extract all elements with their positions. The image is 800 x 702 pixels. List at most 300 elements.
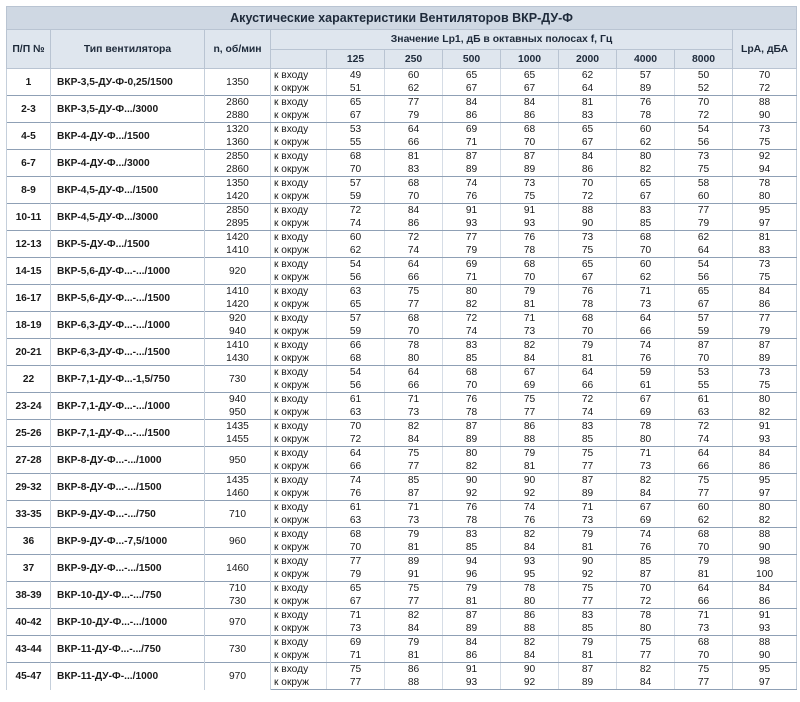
rpm-value: 2860 <box>205 163 271 177</box>
octave-value: 92 <box>559 568 617 582</box>
lpa-value: 97 <box>733 217 797 231</box>
side-label: к окруж <box>271 568 327 582</box>
fan-type: ВКР-8-ДУ-Ф...-.../1500 <box>51 474 205 501</box>
rpm-value: 1455 <box>205 433 271 447</box>
octave-value: 77 <box>559 460 617 474</box>
header-rpm: n, об/мин <box>205 30 271 69</box>
octave-value: 67 <box>501 82 559 96</box>
octave-value: 53 <box>327 123 385 137</box>
octave-value: 79 <box>559 339 617 353</box>
octave-value: 70 <box>443 379 501 393</box>
octave-value: 93 <box>501 217 559 231</box>
octave-value: 70 <box>327 420 385 434</box>
fan-type: ВКР-5,6-ДУ-Ф...-.../1000 <box>51 258 205 285</box>
fan-type: ВКР-11-ДУ-Ф...-.../750 <box>51 636 205 663</box>
side-label: к окруж <box>271 649 327 663</box>
octave-value: 71 <box>675 609 733 623</box>
octave-value: 73 <box>617 298 675 312</box>
side-label: к входу <box>271 231 327 245</box>
table-row <box>7 312 797 326</box>
octave-value: 74 <box>559 406 617 420</box>
octave-value: 71 <box>385 501 443 515</box>
octave-value: 63 <box>327 285 385 299</box>
octave-value: 70 <box>675 649 733 663</box>
octave-value: 84 <box>443 96 501 110</box>
octave-value: 77 <box>675 204 733 218</box>
lpa-value: 86 <box>733 595 797 609</box>
octave-value: 68 <box>443 366 501 380</box>
lpa-value: 91 <box>733 609 797 623</box>
header-lpa: LpA, дБА <box>733 30 797 69</box>
octave-value: 76 <box>617 96 675 110</box>
octave-value: 81 <box>385 541 443 555</box>
octave-value: 86 <box>501 420 559 434</box>
lpa-value: 90 <box>733 109 797 123</box>
octave-value: 71 <box>327 609 385 623</box>
octave-value: 51 <box>327 82 385 96</box>
octave-value: 92 <box>443 487 501 501</box>
octave-value: 85 <box>443 541 501 555</box>
octave-value: 62 <box>385 82 443 96</box>
octave-value: 83 <box>559 609 617 623</box>
row-number: 29-32 <box>7 474 51 501</box>
octave-value: 78 <box>443 514 501 528</box>
octave-value: 82 <box>617 663 675 677</box>
octave-value: 73 <box>385 406 443 420</box>
octave-value: 58 <box>675 177 733 191</box>
fan-type: ВКР-9-ДУ-Ф...-.../1500 <box>51 555 205 582</box>
table-row <box>7 231 797 245</box>
octave-value: 71 <box>385 393 443 407</box>
octave-value: 64 <box>675 244 733 258</box>
lpa-value: 90 <box>733 649 797 663</box>
octave-value: 66 <box>327 339 385 353</box>
row-number: 33-35 <box>7 501 51 528</box>
octave-value: 61 <box>327 393 385 407</box>
rpm-value: 920 <box>205 258 271 285</box>
octave-value: 70 <box>501 271 559 285</box>
octave-value: 86 <box>385 217 443 231</box>
octave-value: 72 <box>385 231 443 245</box>
octave-value: 56 <box>675 271 733 285</box>
octave-value: 75 <box>675 474 733 488</box>
header-num: П/П № <box>7 30 51 69</box>
octave-value: 92 <box>501 487 559 501</box>
octave-value: 64 <box>327 447 385 461</box>
fan-type: ВКР-10-ДУ-Ф...-.../750 <box>51 582 205 609</box>
octave-value: 69 <box>617 406 675 420</box>
side-label: к окруж <box>271 325 327 339</box>
lpa-value: 93 <box>733 622 797 636</box>
octave-value: 77 <box>675 676 733 690</box>
octave-value: 80 <box>385 352 443 366</box>
side-label: к окруж <box>271 352 327 366</box>
lpa-value: 80 <box>733 190 797 204</box>
octave-value: 63 <box>675 406 733 420</box>
octave-value: 74 <box>443 325 501 339</box>
lpa-value: 73 <box>733 258 797 272</box>
row-number: 38-39 <box>7 582 51 609</box>
rpm-value: 960 <box>205 528 271 555</box>
octave-value: 80 <box>617 433 675 447</box>
octave-value: 67 <box>559 136 617 150</box>
octave-value: 77 <box>559 595 617 609</box>
octave-value: 85 <box>617 555 675 569</box>
table-row <box>7 393 797 407</box>
lpa-value: 88 <box>733 96 797 110</box>
side-label: к входу <box>271 285 327 299</box>
rpm-value: 1420 <box>205 231 271 245</box>
octave-value: 61 <box>327 501 385 515</box>
octave-value: 84 <box>501 352 559 366</box>
lpa-value: 92 <box>733 150 797 164</box>
octave-value: 69 <box>443 123 501 137</box>
octave-value: 84 <box>385 622 443 636</box>
octave-value: 75 <box>501 190 559 204</box>
octave-value: 82 <box>443 298 501 312</box>
octave-value: 80 <box>443 285 501 299</box>
lpa-value: 84 <box>733 285 797 299</box>
rpm-value: 970 <box>205 663 271 690</box>
row-number: 40-42 <box>7 609 51 636</box>
octave-value: 64 <box>675 447 733 461</box>
octave-value: 71 <box>559 501 617 515</box>
fan-type: ВКР-3,5-ДУ-Ф.../3000 <box>51 96 205 123</box>
octave-value: 64 <box>617 312 675 326</box>
lpa-value: 91 <box>733 420 797 434</box>
octave-value: 84 <box>443 636 501 650</box>
side-label: к окруж <box>271 271 327 285</box>
rpm-value: 730 <box>205 366 271 393</box>
rpm-value: 970 <box>205 609 271 636</box>
octave-value: 80 <box>617 150 675 164</box>
octave-value: 56 <box>675 136 733 150</box>
side-label: к окруж <box>271 244 327 258</box>
lpa-value: 75 <box>733 379 797 393</box>
octave-value: 83 <box>617 204 675 218</box>
octave-value: 81 <box>385 649 443 663</box>
octave-value: 88 <box>501 433 559 447</box>
rpm-value: 2850 <box>205 150 271 164</box>
octave-value: 75 <box>385 582 443 596</box>
side-label: к входу <box>271 258 327 272</box>
rpm-value: 1460 <box>205 487 271 501</box>
octave-value: 78 <box>501 244 559 258</box>
octave-value: 90 <box>559 217 617 231</box>
side-label: к входу <box>271 474 327 488</box>
lpa-value: 75 <box>733 271 797 285</box>
header-freq: 8000 <box>675 50 733 69</box>
octave-value: 62 <box>617 136 675 150</box>
octave-value: 75 <box>559 582 617 596</box>
octave-value: 74 <box>617 339 675 353</box>
octave-value: 72 <box>675 420 733 434</box>
table-row <box>7 609 797 623</box>
octave-value: 72 <box>559 393 617 407</box>
octave-value: 94 <box>443 555 501 569</box>
octave-value: 60 <box>675 501 733 515</box>
octave-value: 70 <box>675 96 733 110</box>
octave-value: 81 <box>443 595 501 609</box>
fan-type: ВКР-7,1-ДУ-Ф...-.../1500 <box>51 420 205 447</box>
octave-value: 71 <box>327 649 385 663</box>
rpm-value: 1460 <box>205 555 271 582</box>
side-label: к окруж <box>271 676 327 690</box>
octave-value: 87 <box>559 474 617 488</box>
octave-value: 74 <box>501 501 559 515</box>
table-row <box>7 636 797 650</box>
row-number: 14-15 <box>7 258 51 285</box>
side-label: к окруж <box>271 622 327 636</box>
octave-value: 83 <box>385 163 443 177</box>
table-row <box>7 177 797 191</box>
lpa-value: 75 <box>733 136 797 150</box>
octave-value: 76 <box>443 393 501 407</box>
octave-value: 72 <box>675 109 733 123</box>
side-label: к входу <box>271 177 327 191</box>
lpa-value: 82 <box>733 514 797 528</box>
octave-value: 87 <box>443 150 501 164</box>
octave-value: 91 <box>443 663 501 677</box>
octave-value: 57 <box>617 69 675 83</box>
octave-value: 70 <box>327 163 385 177</box>
lpa-value: 88 <box>733 636 797 650</box>
octave-value: 68 <box>675 528 733 542</box>
row-number: 25-26 <box>7 420 51 447</box>
fan-type: ВКР-7,1-ДУ-Ф...-.../1000 <box>51 393 205 420</box>
octave-value: 79 <box>385 636 443 650</box>
octave-value: 75 <box>385 285 443 299</box>
octave-value: 75 <box>675 663 733 677</box>
header-type: Тип вентилятора <box>51 30 205 69</box>
octave-value: 67 <box>617 393 675 407</box>
octave-value: 60 <box>327 231 385 245</box>
octave-value: 86 <box>443 109 501 123</box>
octave-value: 76 <box>559 285 617 299</box>
octave-value: 67 <box>327 109 385 123</box>
table-row <box>7 663 797 677</box>
octave-value: 77 <box>385 96 443 110</box>
octave-value: 62 <box>327 244 385 258</box>
header-freq: 250 <box>385 50 443 69</box>
header-freq: 4000 <box>617 50 675 69</box>
side-label: к окруж <box>271 514 327 528</box>
fan-type: ВКР-9-ДУ-Ф...-7,5/1000 <box>51 528 205 555</box>
octave-value: 64 <box>675 582 733 596</box>
octave-value: 72 <box>327 433 385 447</box>
octave-value: 78 <box>559 298 617 312</box>
fan-type: ВКР-4,5-ДУ-Ф.../3000 <box>51 204 205 231</box>
lpa-value: 94 <box>733 163 797 177</box>
octave-value: 77 <box>443 231 501 245</box>
header-octave: Значение Lp1, дБ в октавных полосах f, Гц <box>271 30 733 50</box>
octave-value: 82 <box>443 460 501 474</box>
octave-value: 76 <box>617 352 675 366</box>
octave-value: 75 <box>501 393 559 407</box>
octave-value: 75 <box>675 163 733 177</box>
octave-value: 81 <box>501 298 559 312</box>
octave-value: 72 <box>617 595 675 609</box>
octave-value: 95 <box>501 568 559 582</box>
octave-value: 83 <box>443 339 501 353</box>
lpa-value: 90 <box>733 541 797 555</box>
octave-value: 77 <box>385 298 443 312</box>
octave-value: 87 <box>443 609 501 623</box>
octave-value: 66 <box>385 271 443 285</box>
octave-value: 77 <box>385 595 443 609</box>
octave-value: 73 <box>559 231 617 245</box>
row-number: 27-28 <box>7 447 51 474</box>
octave-value: 81 <box>675 568 733 582</box>
octave-value: 85 <box>385 474 443 488</box>
octave-value: 59 <box>327 325 385 339</box>
octave-value: 72 <box>443 312 501 326</box>
side-label: к окруж <box>271 379 327 393</box>
octave-value: 82 <box>617 474 675 488</box>
octave-value: 73 <box>501 325 559 339</box>
row-number: 45-47 <box>7 663 51 690</box>
octave-value: 68 <box>559 312 617 326</box>
fan-type: ВКР-4,5-ДУ-Ф.../1500 <box>51 177 205 204</box>
table-row <box>7 69 797 83</box>
octave-value: 66 <box>617 325 675 339</box>
side-label: к окруж <box>271 163 327 177</box>
side-label: к входу <box>271 150 327 164</box>
side-label: к входу <box>271 555 327 569</box>
side-label: к окруж <box>271 298 327 312</box>
octave-value: 65 <box>327 96 385 110</box>
octave-value: 52 <box>675 82 733 96</box>
octave-value: 69 <box>501 379 559 393</box>
side-label: к входу <box>271 420 327 434</box>
octave-value: 64 <box>385 366 443 380</box>
octave-value: 67 <box>617 501 675 515</box>
octave-value: 71 <box>443 271 501 285</box>
side-label: к входу <box>271 69 327 83</box>
octave-value: 57 <box>675 312 733 326</box>
octave-value: 93 <box>443 217 501 231</box>
octave-value: 62 <box>675 514 733 528</box>
octave-value: 75 <box>559 244 617 258</box>
lpa-value: 93 <box>733 433 797 447</box>
rpm-value: 1420 <box>205 190 271 204</box>
octave-value: 81 <box>559 96 617 110</box>
side-label: к входу <box>271 582 327 596</box>
octave-value: 76 <box>617 541 675 555</box>
octave-value: 60 <box>617 123 675 137</box>
octave-value: 75 <box>327 663 385 677</box>
side-label: к входу <box>271 96 327 110</box>
octave-value: 65 <box>559 258 617 272</box>
octave-value: 78 <box>385 339 443 353</box>
octave-value: 84 <box>501 541 559 555</box>
octave-value: 79 <box>675 555 733 569</box>
table-row <box>7 555 797 569</box>
octave-value: 79 <box>385 109 443 123</box>
table-row <box>7 474 797 488</box>
octave-value: 83 <box>443 528 501 542</box>
octave-value: 93 <box>501 555 559 569</box>
octave-value: 73 <box>617 460 675 474</box>
octave-value: 59 <box>617 366 675 380</box>
table-row <box>7 204 797 218</box>
octave-value: 78 <box>617 109 675 123</box>
octave-value: 79 <box>559 636 617 650</box>
row-number: 6-7 <box>7 150 51 177</box>
table-row <box>7 528 797 542</box>
lpa-value: 86 <box>733 460 797 474</box>
header-freq: 500 <box>443 50 501 69</box>
octave-value: 53 <box>675 366 733 380</box>
octave-value: 74 <box>617 528 675 542</box>
octave-value: 68 <box>675 636 733 650</box>
side-label: к входу <box>271 663 327 677</box>
octave-value: 65 <box>327 298 385 312</box>
octave-value: 54 <box>675 123 733 137</box>
octave-value: 67 <box>327 595 385 609</box>
octave-value: 76 <box>443 501 501 515</box>
octave-value: 65 <box>501 69 559 83</box>
lpa-value: 82 <box>733 406 797 420</box>
row-number: 10-11 <box>7 204 51 231</box>
fan-type: ВКР-11-ДУ-Ф-.../1000 <box>51 663 205 690</box>
octave-value: 60 <box>385 69 443 83</box>
octave-value: 91 <box>501 204 559 218</box>
octave-value: 77 <box>327 676 385 690</box>
octave-value: 83 <box>559 420 617 434</box>
octave-value: 73 <box>327 622 385 636</box>
octave-value: 86 <box>501 109 559 123</box>
octave-value: 71 <box>617 447 675 461</box>
octave-value: 66 <box>385 136 443 150</box>
octave-value: 68 <box>501 258 559 272</box>
octave-value: 67 <box>559 271 617 285</box>
rpm-value: 1435 <box>205 474 271 488</box>
octave-value: 67 <box>443 82 501 96</box>
octave-value: 89 <box>617 82 675 96</box>
octave-value: 64 <box>385 258 443 272</box>
octave-value: 68 <box>327 528 385 542</box>
rpm-value: 730 <box>205 636 271 663</box>
octave-value: 63 <box>327 514 385 528</box>
header-freq: 1000 <box>501 50 559 69</box>
row-number: 22 <box>7 366 51 393</box>
table-row <box>7 501 797 515</box>
lpa-value: 73 <box>733 366 797 380</box>
octave-value: 70 <box>617 244 675 258</box>
lpa-value: 80 <box>733 501 797 515</box>
octave-value: 64 <box>559 82 617 96</box>
rpm-value: 920 <box>205 312 271 326</box>
octave-value: 64 <box>385 123 443 137</box>
octave-value: 77 <box>675 487 733 501</box>
octave-value: 84 <box>501 96 559 110</box>
side-label: к окруж <box>271 217 327 231</box>
octave-value: 79 <box>675 217 733 231</box>
octave-value: 66 <box>675 460 733 474</box>
octave-value: 65 <box>617 177 675 191</box>
lpa-value: 87 <box>733 339 797 353</box>
octave-value: 54 <box>675 258 733 272</box>
side-label: к окруж <box>271 109 327 123</box>
octave-value: 79 <box>443 582 501 596</box>
octave-value: 66 <box>559 379 617 393</box>
octave-value: 89 <box>559 676 617 690</box>
octave-value: 73 <box>675 150 733 164</box>
octave-value: 82 <box>501 528 559 542</box>
side-label: к окруж <box>271 487 327 501</box>
octave-value: 84 <box>385 433 443 447</box>
